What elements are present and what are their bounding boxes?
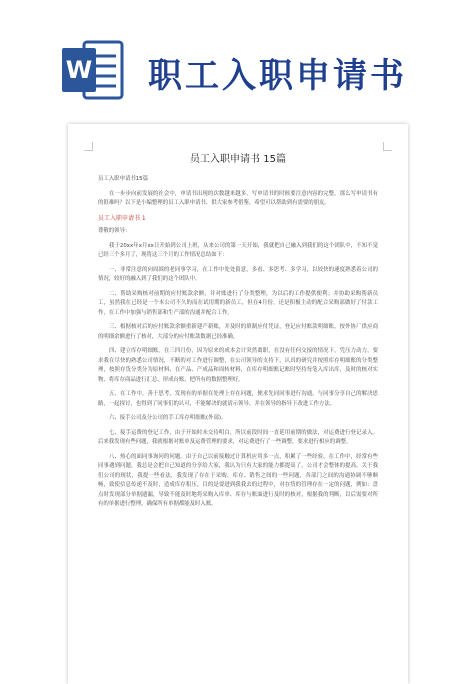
paragraph: 在一步步向前发展的社会中，申请书出现的次数越来越多，写申请书的时候要注意内容的完整。那么写申请书有的很难吗？以下是小编整理的员工入职申请书，供大家参考借鉴，希望可以帮助到有需要的朋友。	[98, 190, 378, 206]
margin-mark	[383, 142, 392, 151]
paragraph: 四、建立库存明细账。在三四月份，因为原来的成本会计突然离职，在没有任何交接的情况下，凭压力动力，要求我在尽快的熟悉公司情况，不断的对工作进行调整，在公司领导的支持下，认真的研究并按照库存明细账的分类整理，按照存货分类分为原材料、在产品、产成品和周转材料，在库存明细账记账时坚持每笔入库出库，及时的核对实物，将库存商品进行汇总，形成台账，把所有的数据整理好。	[98, 348, 378, 383]
paragraph-list	[98, 175, 378, 510]
paragraph: 员工入职申请书15篇	[98, 176, 148, 182]
word-document-icon	[62, 40, 124, 100]
document-preview	[68, 124, 408, 684]
paragraph: 一、非常注意的向周围的老同事学习，在工作中处处留意，多看、多思考、多学习，以较快的速度熟悉着公司的情况，较好的融入到了我们的这个团队中。	[98, 266, 378, 282]
svg-text:W: W	[65, 56, 93, 84]
document-title: 员工入职申请书 15篇	[190, 154, 286, 165]
paragraph: 二、帮助采购核对前期的应付账款余额，并对账进行了分类整理，为以后的工作提供便利；并协助采购帮新员工，虽然我在已经是一个本公司不久的而在试用期的新员工，但在4月份，还是积极主动的配合采购部做好了付款工作，在工作中加强与销售部和生产部的沟通并配合工作。	[98, 290, 378, 316]
document-content	[98, 150, 378, 515]
page-title: 职工入职申请书	[148, 56, 407, 96]
paragraph: 五、在工作中，善于思考，发现有的单据在处理上存在问题，便求先同同事进行沟通，与同事分享自己的解决思路，一起探讨，也得到了同事们的认可，不能解决的就请示领导，并在领导的指导下改进工作方法。	[98, 391, 378, 407]
paragraph: 我于20xx年x月xx日开始到公司上班，从来公司的第一天开始，我就把自己融入到我们的这个团队中，不知不觉已经三个多月了，现将这三个月的工作情况总结如下：	[98, 242, 378, 258]
margin-mark	[84, 142, 93, 151]
paragraph: 三、根据核对后的应付账款余额重新建产新账，并及时的填制应付凭证，登记应付账款明细账，按外协厂供应商的明细余额进行了核对，大部分的应付账款数据已经准确。	[98, 324, 378, 340]
paragraph: 八、热心的面同事询问的问题。由于自己以前接触过计算机应用多一点，积累了一些经验，在工作中，经常有些同事遇到问题，我总是会把自己知道的分享给大家，我认为只有大家的能力都提高了，公司才会整体的提高。关于我们公司的现状，我提一些看法，我发现了存在于采购、库存、销售之间的一些问题，各部门之间的沟通协调不够顺畅，致使信息传递不及时，造成库存积压，目的是要进到我我去的过程中，对存货的管理存在一定的问题，例如：盘点时发现部分单据遗漏，导致不能及时地将采购入库单、库存与账面进行及时的核对，根据我的判断，以后需要对所有的单据进行整理，确保所有单据都能及时入账。	[98, 453, 378, 507]
paragraph: 尊敬的领导：	[98, 228, 131, 234]
section-heading: 员工入职申请书 1	[98, 214, 146, 222]
header-banner	[0, 0, 474, 118]
paragraph: 六、接手公司及分公司的手工库存明细账(外部)。	[109, 415, 227, 421]
paragraph: 七、接手运费的登记工作，由于开始时未交待明白，所以前段时间一直延用前期的做法，对运费进行登记录入。后来我发现有些问题，我就根据对账单及运费管理的要求，对运费进行了一些调整，要求进行相应的调整。	[98, 429, 378, 445]
